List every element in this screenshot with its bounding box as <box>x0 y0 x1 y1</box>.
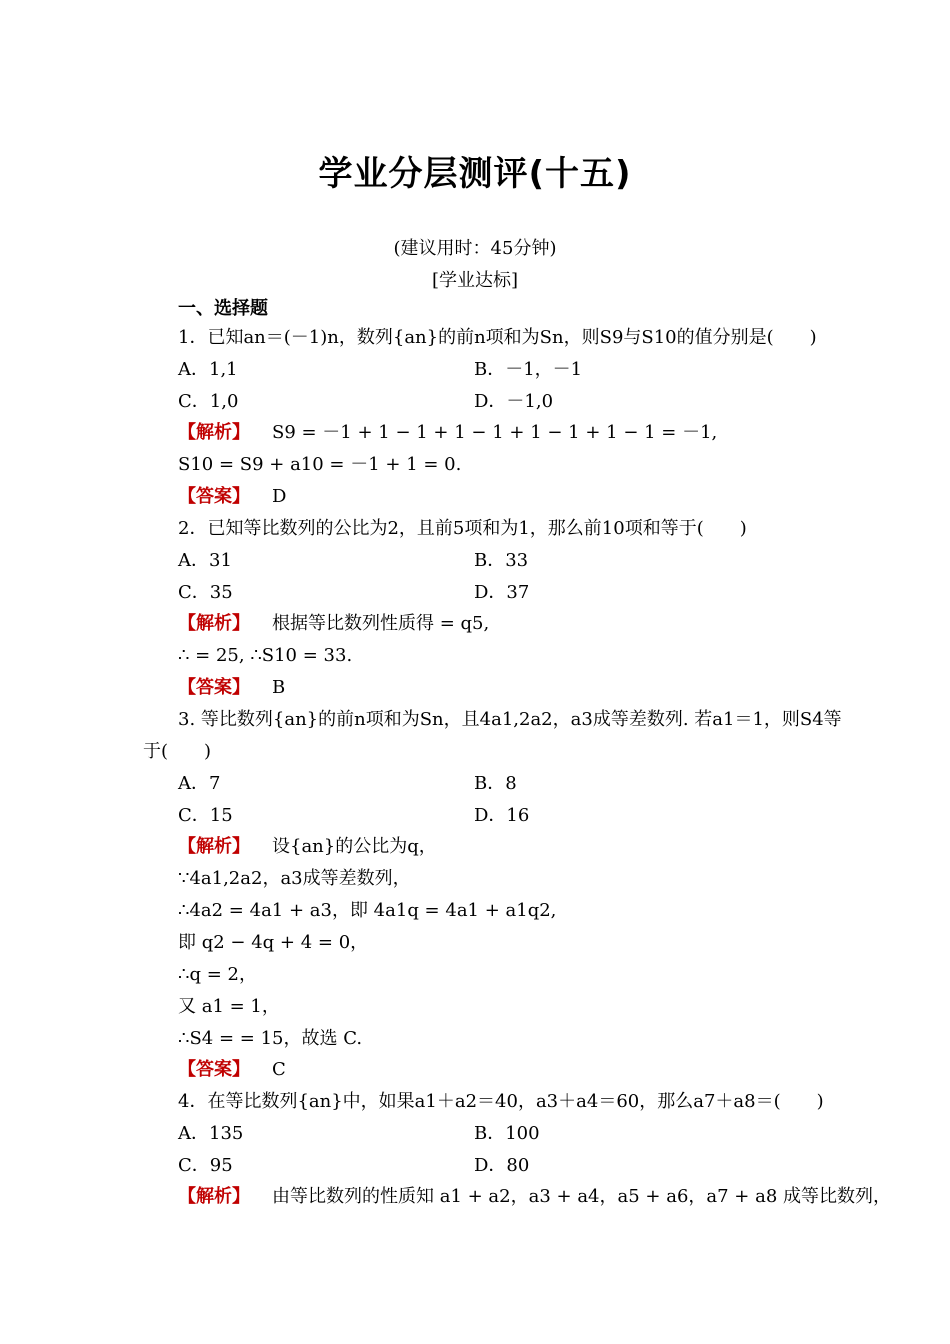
q2-analysis <box>178 612 489 636</box>
q2-answer-value: B <box>272 677 286 698</box>
q3-option-a: A．7 <box>178 773 221 794</box>
time-suggestion: (建议用时：45分钟) <box>393 238 557 259</box>
analysis-tag: 【解析】 <box>178 613 250 634</box>
q3-answer <box>178 1058 286 1082</box>
q2-option-a: A．31 <box>178 550 232 571</box>
q1-analysis-line1: S9 = －1 + 1 − 1 + 1 − 1 + 1 − 1 + 1 − 1 = －1, <box>272 422 718 443</box>
q1-analysis <box>178 421 717 445</box>
q3-analysis <box>178 835 437 859</box>
q4-analysis <box>178 1185 891 1209</box>
q3-analysis-line1: 设{an}的公比为q， <box>272 836 437 857</box>
q1-option-c: C．1,0 <box>178 391 239 412</box>
q2-option-b: B．33 <box>474 550 529 571</box>
q1-answer <box>178 485 286 509</box>
q3-option-c: C．15 <box>178 805 233 826</box>
section-heading: 一、选择题 <box>178 298 268 319</box>
q3-option-d: D．16 <box>474 805 530 826</box>
analysis-tag: 【解析】 <box>178 422 250 443</box>
q4-option-a: A．135 <box>178 1123 244 1144</box>
answer-tag: 【答案】 <box>178 677 250 698</box>
answer-tag: 【答案】 <box>178 1059 250 1080</box>
page-title: 学业分层测评(十五) <box>318 154 632 194</box>
q2-option-c: C．35 <box>178 582 233 603</box>
q2-analysis-line2: ∴ = 25, ∴S10 = 33. <box>178 645 353 666</box>
q3-analysis-line2: ∵4a1,2a2，a3成等差数列， <box>178 868 411 889</box>
analysis-tag: 【解析】 <box>178 1186 250 1207</box>
q1-option-d: D．－1,0 <box>474 391 554 412</box>
q3-analysis-line5: ∴q = 2， <box>178 964 257 985</box>
q3-stem-line1: 3. 等比数列{an}的前n项和为Sn，且4a1,2a2，a3成等差数列. 若a1＝1，则S4等 <box>178 709 842 730</box>
level-label: [学业达标] <box>431 270 519 291</box>
q2-analysis-line1: 根据等比数列性质得 = q5, <box>272 613 490 634</box>
q2-option-d: D．37 <box>474 582 530 603</box>
q4-option-d: D．80 <box>474 1155 530 1176</box>
q3-stem-line2: 于( ) <box>143 741 212 762</box>
q3-analysis-line6: 又 a1 = 1， <box>178 996 280 1017</box>
q4-analysis-line1: 由等比数列的性质知 a1 + a2，a3 + a4，a5 + a6，a7 + a8 成等比数列， <box>272 1186 892 1207</box>
q1-answer-value: D <box>272 486 287 507</box>
q1-analysis-line2: S10 = S9 + a10 = －1 + 1 = 0. <box>178 454 462 475</box>
q3-analysis-line7: ∴S4 = = 15，故选 C. <box>178 1028 363 1049</box>
q4-option-c: C．95 <box>178 1155 233 1176</box>
q1-option-a: A．1,1 <box>178 359 238 380</box>
q2-stem: 2．已知等比数列的公比为2，且前5项和为1，那么前10项和等于( ) <box>178 518 747 539</box>
q3-answer-value: C <box>272 1059 286 1080</box>
q1-option-b: B．－1，－1 <box>474 359 583 380</box>
answer-tag: 【答案】 <box>178 486 250 507</box>
q2-answer <box>178 676 285 700</box>
analysis-tag: 【解析】 <box>178 836 250 857</box>
q3-option-b: B．8 <box>474 773 517 794</box>
q1-stem: 1．已知an＝(－1)n，数列{an}的前n项和为Sn，则S9与S10的值分别是( ) <box>178 327 817 348</box>
q4-stem: 4．在等比数列{an}中，如果a1＋a2＝40，a3＋a4＝60，那么a7＋a8＝( ) <box>178 1091 824 1112</box>
q3-analysis-line4: 即 q2 − 4q + 4 = 0， <box>178 932 369 953</box>
q4-option-b: B．100 <box>474 1123 540 1144</box>
q3-analysis-line3: ∴4a2 = 4a1 + a3，即 4a1q = 4a1 + a1q2, <box>178 900 557 921</box>
